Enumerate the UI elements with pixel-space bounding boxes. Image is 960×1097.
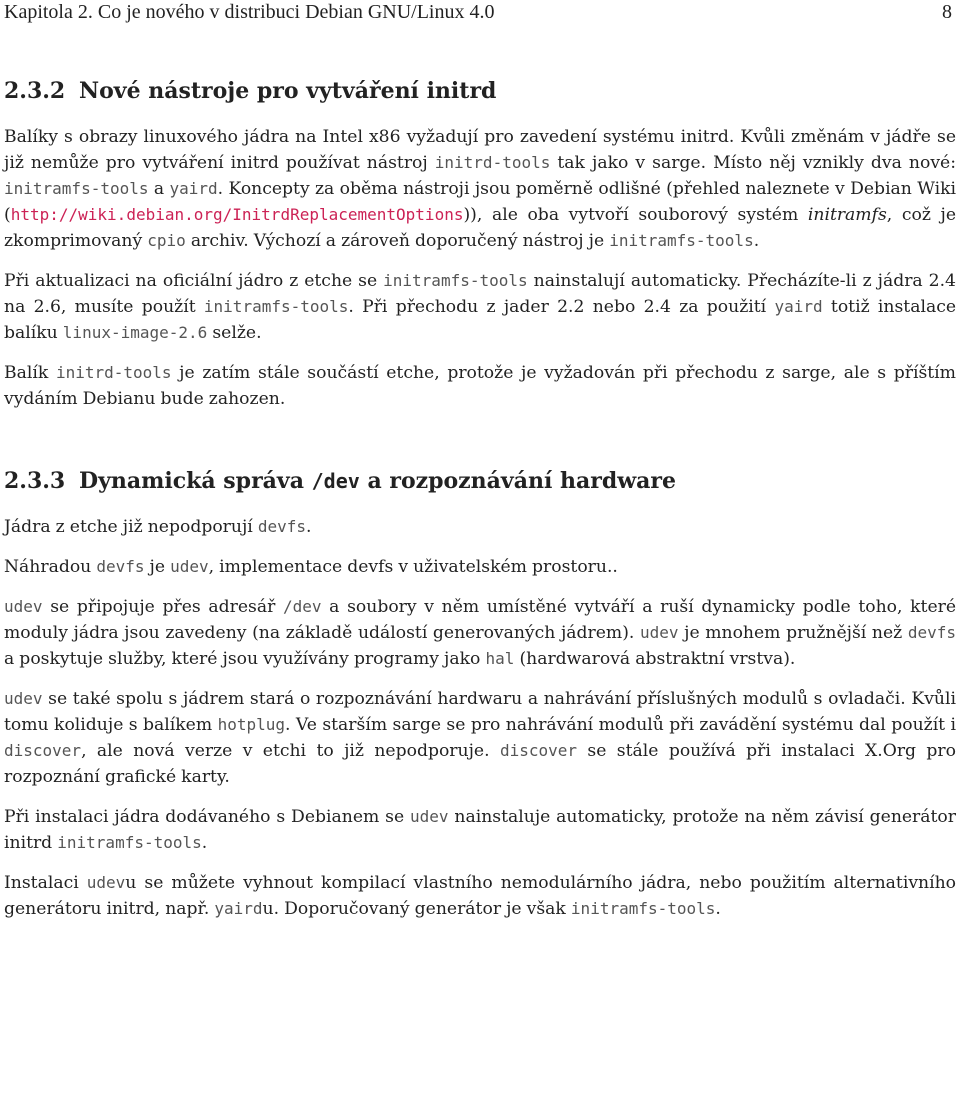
paragraph: Náhradou devfs je udev, implementace devfs v uživatelském prostoru.. (4, 557, 618, 577)
paragraph: Instalaci udevu se můžete vyhnout kompilací vlastního nemodulárního jádra, nebo použitím alternativního generátoru initrd, např. yairdu. Doporučovaný generátor je však initramfs-tools. (4, 873, 957, 919)
code-term: cpio (147, 231, 186, 250)
code-term: discover (499, 741, 578, 760)
code-term: yaird (169, 179, 218, 198)
code-term: initramfs-tools (570, 899, 716, 918)
emphasis: initramfs (807, 205, 887, 225)
section-heading-initrd (4, 76, 956, 106)
section-heading-dev: 2.3.3 Dynamická správa /dev a rozpoznávání hardware (4, 468, 676, 494)
paragraph: Balíky s obrazy linuxového jádra na Intel x86 vyžadují pro zavedení systému initrd. Kvůli změnám v jádře se již nemůže pro vytváření initrd používat nástroj initrd-tools tak jako v sarge. Místo něj vznikly dva nové: initramfs-tools a yaird. Koncepty za oběma nástroji jsou poměrně odlišné (přehled naleznete v Debian Wiki (http://wiki.debian.org/InitrdReplacementOptions)), ale oba vytvoří souborový systém initramfs, což je zkomprimovaný cpio archiv. Výchozí a zároveň doporučený nástroj je initramfs-tools. (4, 127, 957, 251)
code-term: initrd-tools (434, 153, 551, 172)
code-term: initramfs-tools (4, 179, 149, 198)
code-term: udev (639, 623, 679, 642)
code-term: initramfs-tools (203, 297, 349, 316)
paragraph: udev se také spolu s jádrem stará o rozpoznávání hardwaru a nahrávání příslušných modulů s ovladači. Kvůli tomu koliduje s balíkem hotplug. Ve starším sarge se pro nahrávání modulů při zavádění systému dal použít i discover, ale nová verze v etchi to již nepodporuje. discover se stále používá při instalaci X.Org pro rozpoznání grafické karty. (4, 689, 957, 787)
page-body (4, 76, 956, 922)
section-title: Nové nástroje pro vytváření initrd (79, 78, 497, 104)
paragraph: Při aktualizaci na oficiální jádro z etche se initramfs-tools nainstalují automaticky. Přecházíte-li z jádra 2.4 na 2.6, musíte použít initramfs-tools. Při přechodu z jader 2.2 nebo 2.4 za použití yaird totiž instalace balíku linux-image-2.6 selže. (4, 271, 956, 343)
paragraph: udev se připojuje přes adresář /dev a soubory v něm umístěné vytváří a ruší dynamicky podle toho, které moduly jádra jsou zavedeny (na základě událostí generovaných jádrem). udev je mnohem pružnější než devfs a poskytuje služby, které jsou využívány programy jako hal (hardwarová abstraktní vrstva). (4, 597, 957, 669)
code-term: devfs (96, 557, 145, 576)
code-term: udev (410, 807, 449, 826)
paragraph: Jádra z etche již nepodporují devfs. (4, 517, 312, 537)
code-term: hotplug (217, 715, 286, 734)
code-term: devfs (257, 517, 307, 536)
code-term: /dev (282, 597, 322, 616)
code-term: hal (485, 649, 515, 668)
debian-wiki-link[interactable]: http://wiki.debian.org/InitrdReplacementOptions (10, 205, 464, 224)
chapter-title: Kapitola 2. Co je nového v distribuci Debian GNU/Linux 4.0 (4, 1, 495, 23)
code-term: discover (4, 741, 82, 760)
code-term: linux-image-2.6 (62, 323, 208, 342)
code-term: udev (170, 557, 209, 576)
code-term: udev (4, 689, 43, 708)
code-term: initramfs-tools (609, 231, 754, 250)
code-term: udev (86, 873, 126, 892)
code-term: devfs (907, 623, 956, 642)
page-number: 8 (942, 1, 952, 23)
paragraph: Balík initrd-tools je zatím stále součástí etche, protože je vyžadován při přechodu z sarge, ale s příštím vydáním Debianu bude zahozen. (4, 363, 956, 409)
code-term: /dev (311, 469, 360, 493)
running-header (0, 0, 960, 24)
code-term: initramfs-tools (383, 271, 528, 290)
code-term: yaird (774, 297, 823, 316)
section-number: 2.3.3 (4, 468, 66, 494)
code-term: udev (4, 597, 43, 616)
code-term: yaird (214, 899, 263, 918)
paragraph: Při instalaci jádra dodávaného s Debianem se udev nainstaluje automaticky, protože na něm závisí generátor initrd initramfs-tools. (4, 807, 956, 853)
code-term: initrd-tools (55, 363, 172, 382)
section-number: 2.3.2 (4, 78, 66, 104)
code-term: initramfs-tools (57, 833, 202, 852)
